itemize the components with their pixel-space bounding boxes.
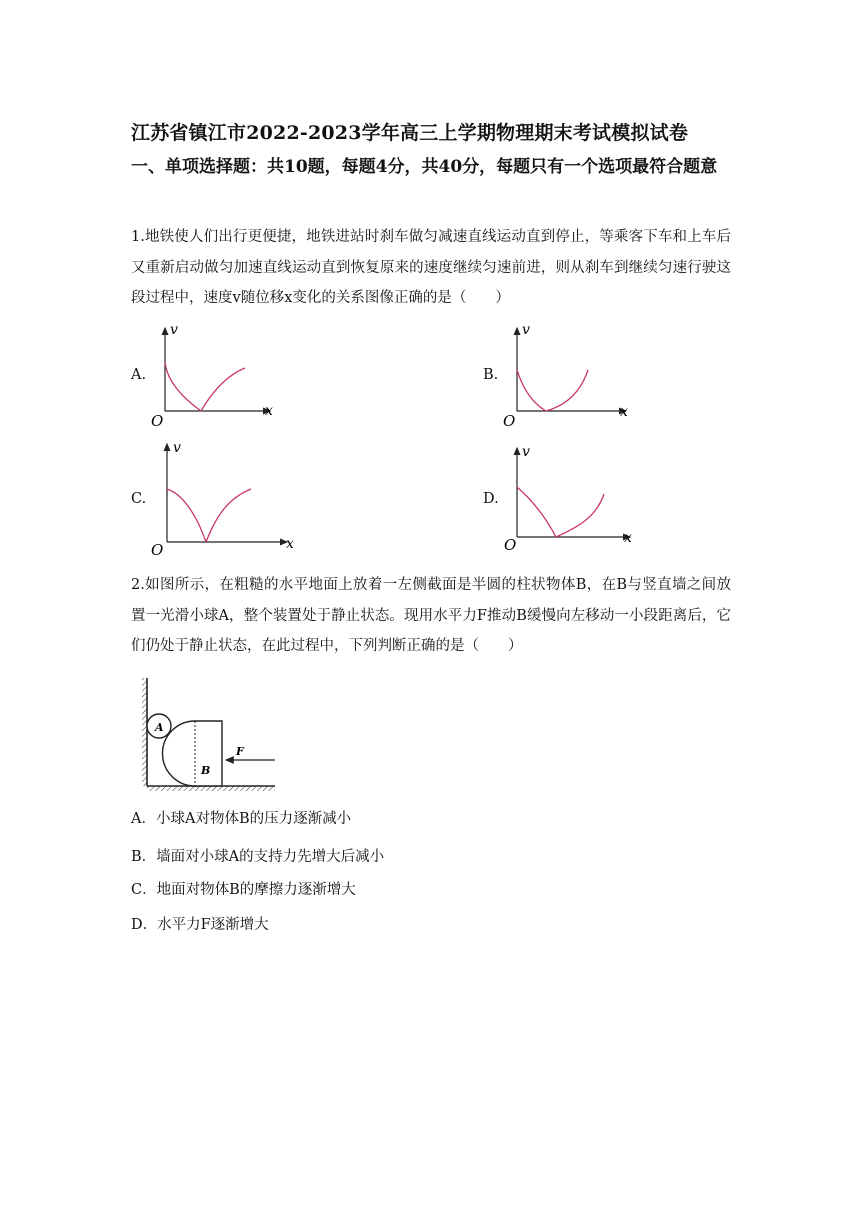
y-axis-label: v [522, 322, 530, 338]
accel-curve [556, 494, 604, 537]
answer-b: B．墙面对小球A的支持力先增大后减小 [131, 849, 385, 865]
option-b-label: B. [483, 367, 499, 383]
option-a-graph [145, 320, 280, 430]
decel-curve [165, 362, 201, 411]
y-axis-label: v [522, 444, 530, 460]
accel-curve [201, 368, 245, 411]
answer-c: C．地面对物体B的摩擦力逐渐增大 [131, 882, 356, 898]
block-b-label: B [201, 764, 211, 777]
decel-curve [517, 487, 556, 537]
section-heading: 一、单项选择题：共10题，每题4分，共40分，每题只有一个选项最符合题意 [131, 157, 718, 177]
question-1-text: 1.地铁使人们出行更便捷，地铁进站时刹车做匀减速直线运动直到停止，等乘客下车和上车后又重新启动做匀加速直线运动直到恢复原来的速度继续匀速前进，则从刹车到继续匀速行驶这段过程中，速度v随位移x变化的关系图像正确的是（ ） [131, 229, 731, 306]
x-axis-label: x [286, 536, 294, 552]
origin-label: O [151, 541, 164, 558]
option-b-graph [498, 320, 638, 430]
decel-curve [167, 489, 206, 542]
x-axis-label: x [265, 403, 273, 419]
origin-label: O [503, 412, 516, 430]
wall-ball-block-figure [140, 676, 280, 794]
origin-label: O [504, 536, 517, 554]
block-b [163, 721, 223, 786]
origin-label: O [151, 412, 164, 430]
option-d-label: D. [483, 491, 499, 507]
document-title: 江苏省镇江市2022-2023学年高三上学期物理期末考试模拟试卷 [131, 122, 689, 144]
option-a-label: A. [131, 367, 147, 383]
y-axis-label: v [170, 322, 178, 338]
option-d-graph [498, 440, 643, 555]
x-axis-label: x [620, 404, 628, 420]
force-f-label: F [236, 745, 244, 758]
decel-curve [517, 370, 546, 411]
ball-a-label: A [155, 721, 164, 734]
y-axis-label: v [173, 440, 181, 456]
question-2-text: 2.如图所示，在粗糙的水平地面上放着一左侧截面是半圆的柱状物体B，在B与竖直墙之间放置一光滑小球A，整个装置处于静止状态。现用水平力F推动B缓慢向左移动一小段距离后，它们仍处于静止状态，在此过程中，下列判断正确的是（ ） [131, 577, 731, 654]
accel-curve [546, 370, 588, 411]
accel-curve [206, 489, 251, 542]
x-axis-label: x [624, 530, 632, 546]
answer-a: A．小球A对物体B的压力逐渐减小 [131, 811, 352, 827]
answer-d: D．水平力F逐渐增大 [131, 917, 269, 933]
option-c-label: C. [131, 491, 147, 507]
option-c-graph [145, 436, 305, 558]
